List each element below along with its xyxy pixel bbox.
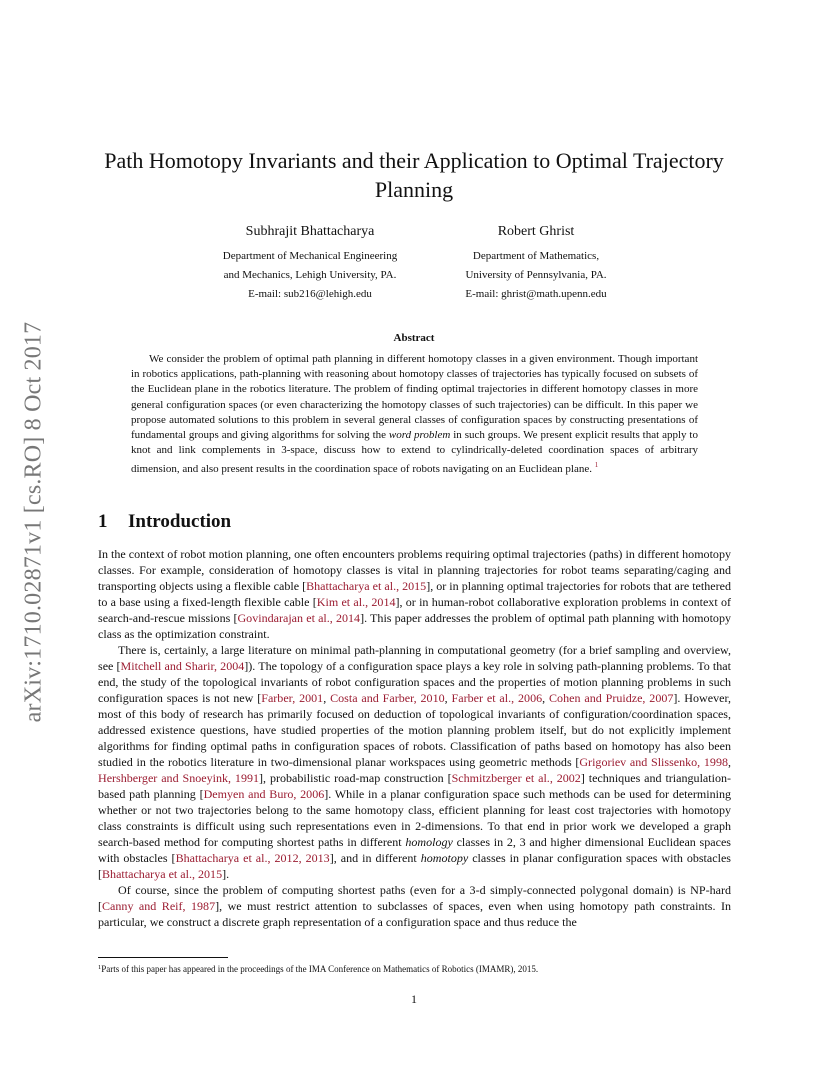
citation-link[interactable]: Bhattacharya et al., 2015 (306, 579, 427, 593)
abstract-emphasis: word problem (388, 429, 451, 442)
author-email: E-mail: sub216@lehigh.edu (248, 288, 372, 300)
body-text (98, 546, 731, 930)
citation-link[interactable]: Schmitzberger et al., 2002 (451, 771, 581, 785)
citation-link[interactable]: Farber, 2001 (261, 691, 324, 705)
page-number: 1 (411, 992, 417, 1006)
paragraph-text: There is, certainly, a large literature on minimal path-planning in computational geometry (for a brief sampling and overview, see [ (98, 643, 731, 673)
paragraph-text: classes in 2, 3 and higher dimensional Euclidean spaces with obstacles [ (98, 835, 731, 865)
paragraph-text: ]. While in a planar configuration space such methods can be used for determining whether or not two trajectories belong to the same homotopy class, efficient planning for least cost trajectories with homotopy class constraints is difficult using such representations even in 2-dimensions. To that end in prior work we developed a graph search-based method for computing shortest paths in different (98, 787, 732, 849)
citation-link[interactable]: Hershberger and Snoeyink, 1991 (98, 771, 260, 785)
footnote-text: Parts of this paper has appeared in the proceedings of the IMA Conference on Mathematics of Robotics (IMAMR), 2015. (101, 964, 539, 974)
paper-title: Path Homotopy Invariants and their Application to Optimal Trajectory Planning (104, 148, 724, 202)
footnote (98, 962, 731, 975)
abstract-part: in such groups. We present explicit results that apply to knot and link complements in 3-space, discuss how to extend to cylindrically-deleted coordination spaces of arbitrary dimension, and also present results in the coordination space of robots navigating on an Euclidean plane. (131, 429, 698, 476)
citation-link[interactable]: Farber et al., 2006 (451, 691, 543, 705)
paragraph-text: ]). The topology of a configuration space plays a key role in solving path-planning problems. To that end, the study of the topological invariants of robot configuration spaces and the properties of motion planning problems in such configuration spaces is not new [ (98, 659, 731, 705)
abstract-part: We consider the problem of optimal path planning in different homotopy classes in a given environment. Though important in robotics applications, path-planning with reasoning about homotopy classes of trajectories has typically focused on subsets of the Euclidean plane in the robotics literature. The problem of finding optimal trajectories in different homotopy classes in more general configuration spaces (or even characterizing the homotopy classes of such trajectories) can be difficult. In this paper we propose automated solutions to this problem in several general classes of configuration spaces by constructing presentations of fundamental groups and giving algorithms for solving the (131, 353, 698, 442)
paragraph-text: ] techniques and triangulation-based path planning [ (98, 771, 732, 801)
paragraph-text: , (444, 691, 452, 705)
paragraph-text: ], or in human-robot collaborative exploration problems in context of search-and-rescue missions [ (98, 595, 731, 625)
author-affiliation: and Mechanics, Lehigh University, PA. (223, 269, 397, 281)
abstract-text (131, 352, 698, 478)
paragraph-text: Of course, since the problem of computing shortest paths (even for a 3-d simply-connected polygonal domain) is NP-hard [ (98, 883, 731, 913)
author-affiliation: Department of Mechanical Engineering (222, 250, 398, 262)
paragraph-text: In the context of robot motion planning, one often encounters problems requiring optimal trajectories (paths) in different homotopy classes. For example, consideration of homotopy classes is vital in planning trajectories for robot teams separating/caging and transporting objects using a flexible cable [ (98, 547, 731, 593)
section-title: Introduction (128, 511, 232, 532)
author-block-1 (180, 223, 440, 304)
paragraph-text: , (323, 691, 331, 705)
paragraph-text: ]. This paper addresses the problem of optimal path planning with homotopy class as the optimization constraint. (98, 611, 731, 641)
paragraph-text: classes in planar configuration spaces with obstacles [ (98, 851, 731, 881)
paragraph-text: ], and in different (329, 851, 421, 865)
paragraph-text: , (542, 691, 550, 705)
author-email: E-mail: ghrist@math.upenn.edu (465, 288, 607, 300)
emphasized-term: homotopy (420, 851, 469, 865)
footnote-reference[interactable]: 1 (594, 461, 599, 470)
abstract-heading: Abstract (393, 332, 435, 344)
paragraph (98, 546, 731, 642)
author-block-2 (406, 223, 666, 304)
paragraph-text: ]. However, most of this body of research has primarily focused on deduction of topological invariants of configuration/coordination spaces, addressed existence questions, have studied properties of the motion planning problem itself, but do not explicitly implement algorithms for finding optimal paths in configuration spaces of robots. Classification of paths based on homotopy has also been studied in the robotics literature in two-dimensional planar workspaces using geometric methods [ (98, 691, 731, 769)
citation-link[interactable]: Costa and Farber, 2010 (330, 691, 445, 705)
author-affiliation: University of Pennsylvania, PA. (465, 269, 607, 281)
paragraph (98, 882, 731, 930)
author-affiliation: Department of Mathematics, (472, 250, 600, 262)
paragraph-text: ], or in planning optimal trajectories for robots that are tethered to a base using a fixed-length flexible cable [ (98, 579, 732, 609)
citation-link[interactable]: Canny and Reif, 1987 (102, 899, 216, 913)
author-name: Subhrajit Bhattacharya (245, 224, 375, 239)
citation-link[interactable]: Govindarajan et al., 2014 (237, 611, 361, 625)
citation-link[interactable]: Grigoriev and Slissenko, 1998 (579, 755, 728, 769)
citation-link[interactable]: Cohen and Pruidze, 2007 (549, 691, 674, 705)
citation-link[interactable]: Mitchell and Sharir, 2004 (120, 659, 245, 673)
arxiv-identifier: arXiv:1710.02871v1 [cs.RO] 8 Oct 2017 (20, 321, 47, 723)
section-number: 1 (98, 511, 108, 532)
paragraph-text: ]. (222, 867, 230, 881)
arxiv-side-stamp (20, 294, 48, 750)
paragraph-text: ], we must restrict attention to subclasses of spaces, even when using homotopy path constraints. In particular, we construct a discrete graph representation of a configuration space and thus reduce the (98, 899, 731, 929)
paragraph-text: ], probabilistic road-map construction [ (259, 771, 452, 785)
citation-link[interactable]: Bhattacharya et al., 2015 (102, 867, 223, 881)
section-heading (98, 511, 231, 533)
author-name: Robert Ghrist (497, 224, 575, 239)
emphasized-term: homology (405, 835, 453, 849)
paragraph (98, 642, 731, 882)
paragraph-text: , (728, 755, 732, 769)
footnote-mark: 1 (98, 964, 102, 971)
citation-link[interactable]: Kim et al., 2014 (316, 595, 396, 609)
citation-link[interactable]: Bhattacharya et al., 2012, 2013 (175, 851, 330, 865)
citation-link[interactable]: Demyen and Buro, 2006 (203, 787, 325, 801)
footnote-divider (98, 957, 228, 958)
